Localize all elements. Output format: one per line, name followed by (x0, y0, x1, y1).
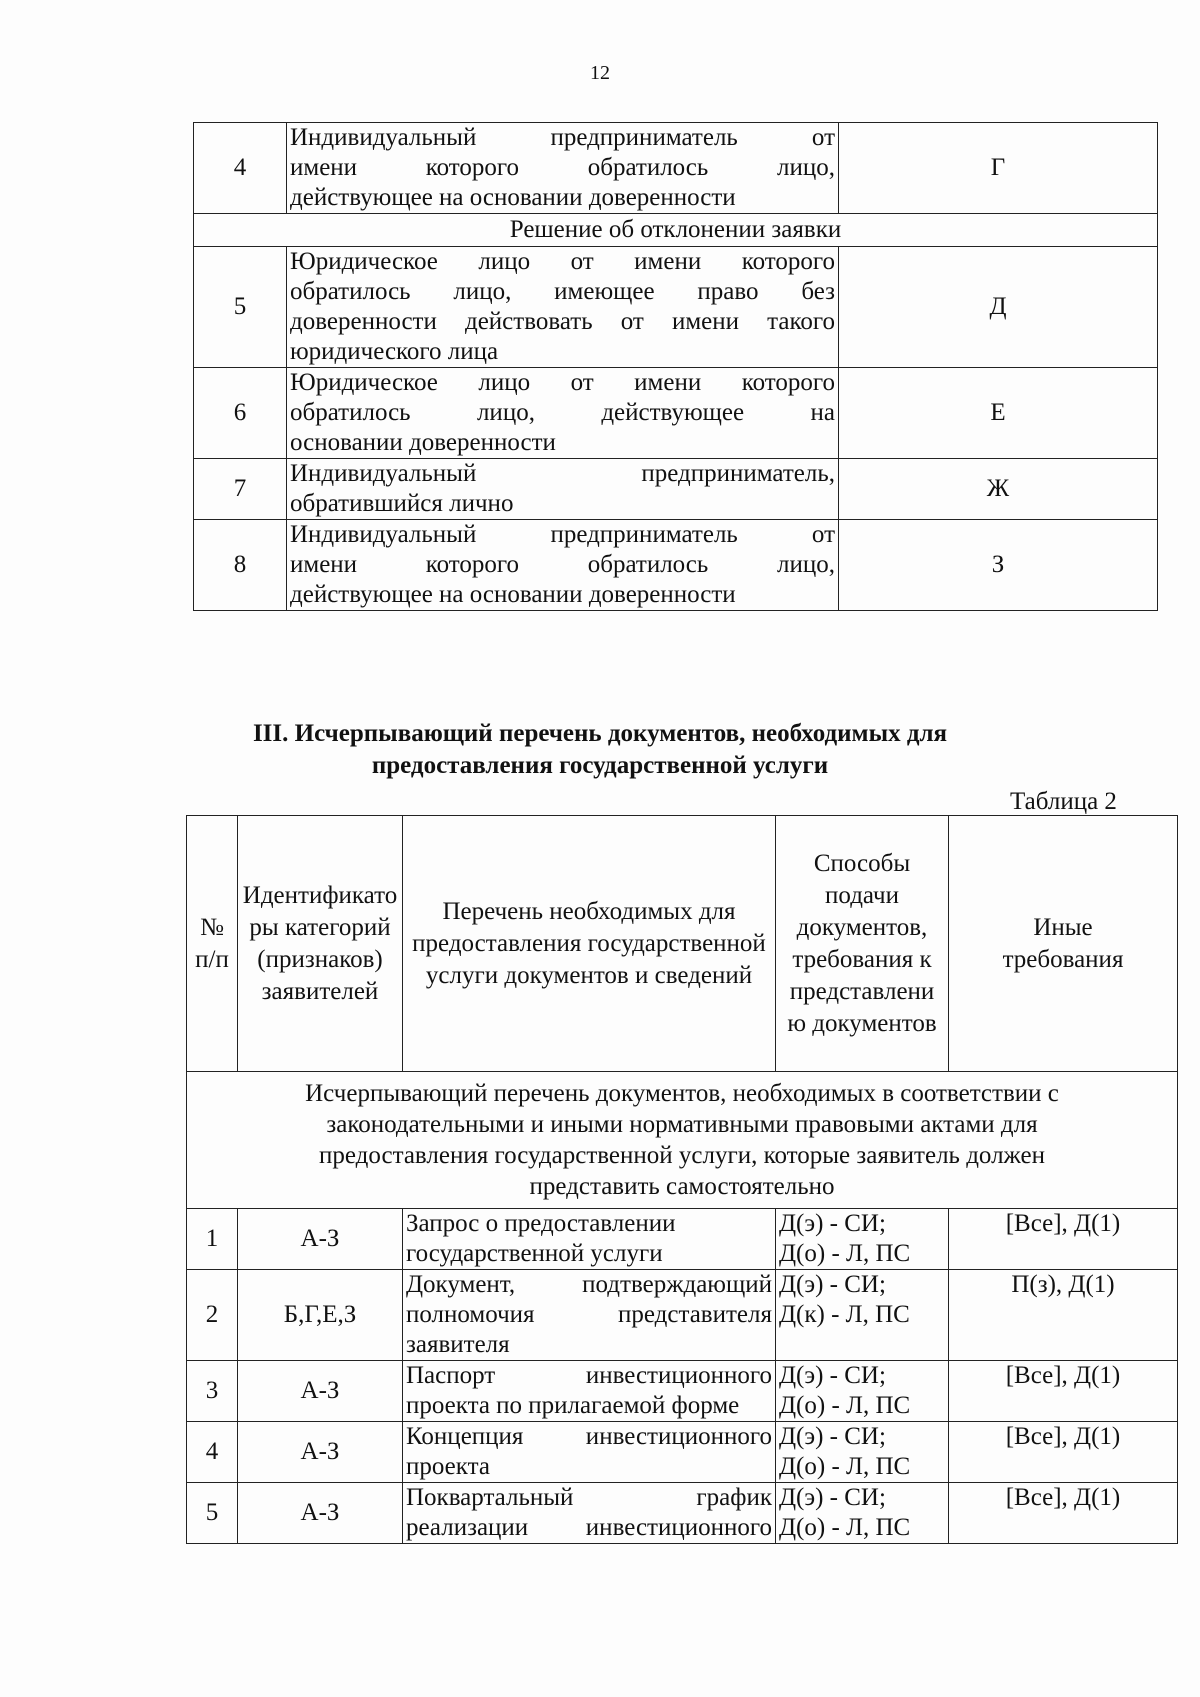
row-description (287, 368, 839, 459)
section-heading-line-2: предоставления государственной услуги (371, 752, 829, 779)
text-line: обратившийся лично (290, 490, 514, 517)
section-title: Решение об отклонении заявки (194, 214, 1158, 247)
text-line: обратилось лицо, действующее на (290, 399, 835, 426)
text-line: действующее на основании доверенности (290, 581, 736, 608)
section-row (194, 214, 1158, 247)
row-number: 5 (187, 1483, 238, 1544)
row-other-requirements: [Все], Д(1) (949, 1361, 1178, 1422)
text-line: Иные (1033, 913, 1093, 941)
row-submission-methods (776, 1209, 949, 1270)
row-identifiers: Б,Г,Е,З (238, 1270, 403, 1361)
text-line: Паспорт инвестиционного (406, 1362, 772, 1389)
row-description (287, 247, 839, 368)
row-identifiers: А-З (238, 1483, 403, 1544)
text-line: Д(э) - СИ; (779, 1423, 886, 1450)
text-line: п/п (195, 945, 229, 973)
header-document-list (403, 816, 776, 1072)
row-number: 3 (187, 1361, 238, 1422)
text-line: действующее на основании доверенности (290, 184, 736, 211)
text-line: Способы (813, 849, 911, 877)
row-description (287, 123, 839, 214)
text-line: Д(о) - Л, ПС (779, 1240, 911, 1267)
row-identifiers: А-З (238, 1209, 403, 1270)
documents-table (186, 815, 1178, 1544)
row-code: Д (839, 247, 1158, 368)
table-subheader-row (187, 1072, 1178, 1209)
table-row (187, 1483, 1178, 1544)
header-submission-methods (776, 816, 949, 1072)
text-line: юридического лица (290, 338, 499, 365)
row-document (403, 1209, 776, 1270)
text-line: Д(э) - СИ; (779, 1362, 886, 1389)
text-line: имени которого обратилось лицо, (290, 551, 835, 578)
text-line: требования к (792, 945, 932, 973)
text-line: представлени (789, 977, 935, 1005)
text-line: Д(э) - СИ; (779, 1271, 886, 1298)
row-submission-methods (776, 1422, 949, 1483)
table-row (194, 123, 1158, 214)
text-line: законодательными и иными нормативными правовыми актами для (326, 1111, 1038, 1138)
table-row (187, 1209, 1178, 1270)
text-line: представить самостоятельно (529, 1173, 835, 1200)
header-other-requirements (949, 816, 1178, 1072)
page-number: 12 (590, 62, 610, 84)
row-other-requirements: [Все], Д(1) (949, 1422, 1178, 1483)
text-line: услуги документов и сведений (425, 961, 753, 989)
text-line: документов, (796, 913, 928, 941)
text-line: проекта по прилагаемой форме (406, 1392, 740, 1419)
row-other-requirements: П(з), Д(1) (949, 1270, 1178, 1361)
applicant-categories-table (193, 122, 1158, 611)
text-line: Д(э) - СИ; (779, 1484, 886, 1511)
header-num (187, 816, 238, 1072)
text-line: Индивидуальный предприниматель от (290, 124, 835, 151)
text-line: основании доверенности (290, 429, 556, 456)
text-line: Идентификато (242, 881, 398, 909)
row-number: 5 (194, 247, 287, 368)
section-heading (0, 718, 1200, 782)
row-document (403, 1270, 776, 1361)
row-identifiers: А-З (238, 1422, 403, 1483)
text-line: ры категорий (249, 913, 391, 941)
row-number: 4 (194, 123, 287, 214)
text-line: (признаков) (257, 945, 383, 973)
text-line: Юридическое лицо от имени которого (290, 248, 835, 275)
row-document (403, 1361, 776, 1422)
text-line: Юридическое лицо от имени которого (290, 369, 835, 396)
subheader-text (187, 1072, 1178, 1209)
text-line: имени которого обратилось лицо, (290, 154, 835, 181)
row-other-requirements: [Все], Д(1) (949, 1209, 1178, 1270)
text-line: Д(э) - СИ; (779, 1210, 886, 1237)
row-submission-methods (776, 1483, 949, 1544)
table-row (187, 1422, 1178, 1483)
text-line: Концепция инвестиционного (406, 1423, 772, 1450)
table-row (187, 1361, 1178, 1422)
row-submission-methods (776, 1270, 949, 1361)
text-line: заявителя (406, 1331, 510, 1358)
row-description (287, 459, 839, 520)
row-number: 7 (194, 459, 287, 520)
row-code: З (839, 520, 1158, 611)
text-line: полномочия представителя (406, 1301, 772, 1328)
text-line: проекта (406, 1453, 490, 1480)
table-row (194, 520, 1158, 611)
table-row (194, 459, 1158, 520)
text-line: ю документов (787, 1009, 937, 1037)
table-row (187, 1270, 1178, 1361)
header-identifiers (238, 816, 403, 1072)
row-number: 6 (194, 368, 287, 459)
row-number: 2 (187, 1270, 238, 1361)
table-row (194, 368, 1158, 459)
text-line: заявителей (261, 977, 379, 1005)
row-document (403, 1422, 776, 1483)
row-number: 4 (187, 1422, 238, 1483)
text-line: Документ, подтверждающий (406, 1271, 772, 1298)
table-label: Таблица 2 (1010, 788, 1117, 815)
text-line: Индивидуальный предприниматель, (290, 460, 835, 487)
text-line: требования (1002, 945, 1124, 973)
row-submission-methods (776, 1361, 949, 1422)
row-identifiers: А-З (238, 1361, 403, 1422)
row-code: Е (839, 368, 1158, 459)
text-line: Д(к) - Л, ПС (779, 1301, 910, 1328)
text-line: Д(о) - Л, ПС (779, 1392, 911, 1419)
text-line: реализации инвестиционного (406, 1514, 772, 1541)
row-number: 1 (187, 1209, 238, 1270)
text-line: Д(о) - Л, ПС (779, 1514, 911, 1541)
text-line: Д(о) - Л, ПС (779, 1453, 911, 1480)
text-line: доверенности действовать от имени такого (290, 308, 835, 335)
text-line: предоставления государственной услуги, которые заявитель должен (319, 1142, 1045, 1169)
text-line: предоставления государственной (412, 929, 766, 957)
row-description (287, 520, 839, 611)
row-code: Ж (839, 459, 1158, 520)
row-code: Г (839, 123, 1158, 214)
table-row (194, 247, 1158, 368)
text-line: государственной услуги (406, 1240, 663, 1267)
section-heading-line-1: III. Исчерпывающий перечень документов, необходимых для (252, 720, 948, 747)
row-number: 8 (194, 520, 287, 611)
text-line: обратилось лицо, имеющее право без (290, 278, 835, 305)
table-header-row (187, 816, 1178, 1072)
text-line: подачи (825, 881, 899, 909)
row-document (403, 1483, 776, 1544)
text-line: Исчерпывающий перечень документов, необходимых в соответствии с (305, 1080, 1059, 1107)
row-other-requirements: [Все], Д(1) (949, 1483, 1178, 1544)
text-line: Запрос о предоставлении (406, 1210, 676, 1237)
text-line: № (200, 913, 224, 941)
text-line: Индивидуальный предприниматель от (290, 521, 835, 548)
text-line: Поквартальный график (406, 1484, 772, 1511)
text-line: Перечень необходимых для (442, 897, 736, 925)
